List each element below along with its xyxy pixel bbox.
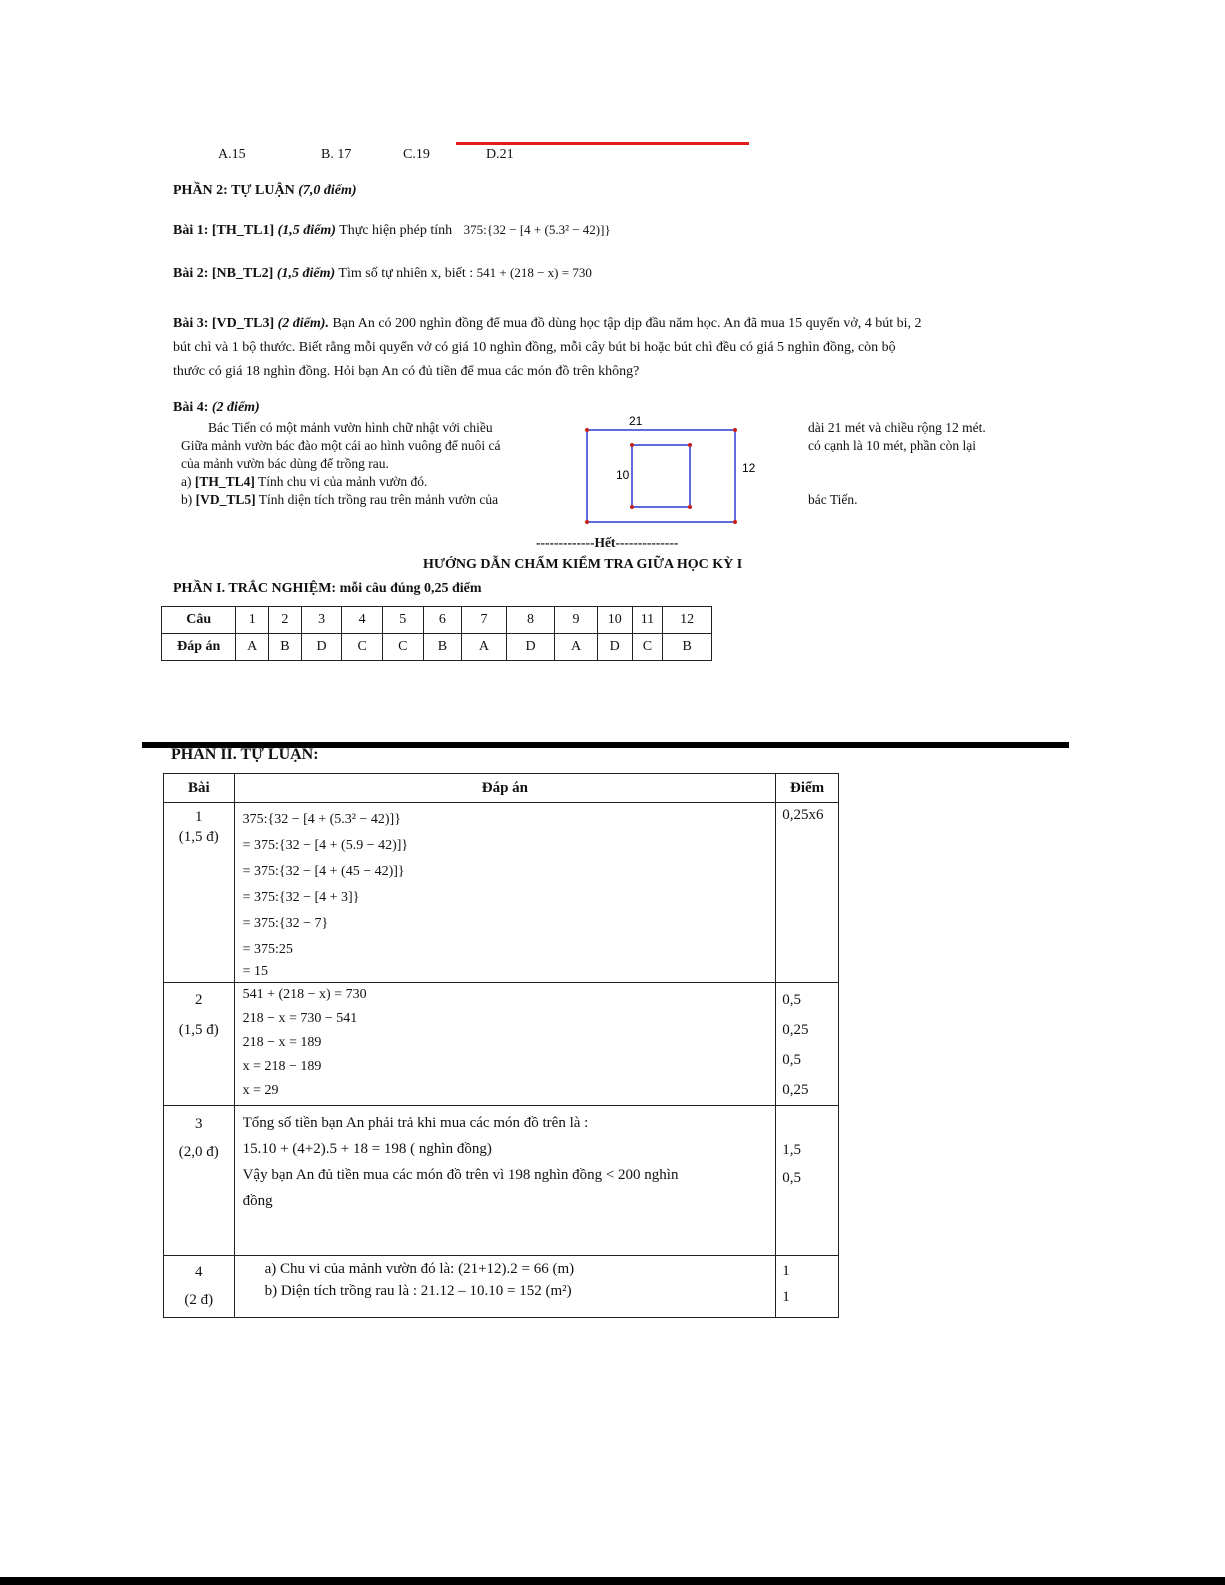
row1-score-cell (776, 803, 839, 983)
answer-cell: D (506, 634, 555, 661)
question-1 (173, 222, 611, 239)
row2-line: 541 + (218 − x) = 730 (242, 987, 367, 1002)
row2-num-cell (164, 983, 235, 1106)
row1-line: 375:{32 − [4 + (5.3² − 42)]} (242, 812, 401, 827)
q3-line3: thước có giá 18 nghìn đồng. Hỏi bạn An có đủ tiền để mua các món đồ trên không? (173, 364, 640, 379)
solution-row-1 (164, 803, 839, 983)
row1-num-cell (164, 803, 235, 983)
row1-num: 1 (195, 809, 203, 825)
row4-line: b) Diện tích trồng rau là : 21.12 – 10.10 = 152 (m²) (264, 1283, 572, 1299)
guide-title: HƯỚNG DẪN CHẤM KIỂM TRA GIỮA HỌC KỲ I (423, 557, 743, 572)
row2-score: 0,25 (782, 1022, 809, 1038)
part1-title: PHẦN I. TRẮC NGHIỆM: mỗi câu đúng 0,25 điểm (173, 581, 482, 596)
q4-heading (173, 400, 260, 416)
q4-a-tag: a) (181, 474, 195, 489)
row2-line: 218 − x = 730 − 541 (242, 1011, 358, 1026)
row2-score: 0,5 (782, 992, 801, 1008)
option-c: C.19 (403, 147, 430, 162)
answer-cell: C (382, 634, 423, 661)
q1-points: (1,5 điểm) (277, 223, 336, 238)
q4-a-code: [TH_TL4] (194, 474, 255, 489)
row3-line: Tổng số tiền bạn An phải trả khi mua các món đồ trên là : (242, 1115, 589, 1131)
solution-row-2 (164, 983, 839, 1106)
option-b: B. 17 (321, 147, 352, 162)
answer-cell: A (236, 634, 269, 661)
q4-b-text: Tính diện tích trồng rau trên mảnh vườn của (255, 492, 499, 507)
row4-score-cell (776, 1256, 839, 1318)
answer-cell: D (597, 634, 632, 661)
solution-header-row (164, 774, 839, 803)
row1-score: 0,25x6 (782, 807, 824, 823)
q4-points: (2 điểm) (211, 400, 260, 415)
q3-line1: Bạn An có 200 nghìn đồng để mua đồ dùng học tập dịp đầu năm học. An đã mua 15 quyển vở, 4 bút bi, 2 (328, 316, 922, 331)
q1-text: Thực hiện phép tính (335, 223, 453, 238)
answer-cell: B (663, 634, 712, 661)
figure-label-12: 12 (742, 461, 756, 475)
header-dap-an: Đáp án (234, 774, 776, 803)
row2-score: 0,25 (782, 1082, 809, 1098)
solution-row-4 (164, 1256, 839, 1318)
question-2 (173, 265, 592, 282)
q-num: 5 (382, 607, 423, 634)
row2-pts: (1,5 đ) (178, 1022, 219, 1038)
garden-figure (570, 405, 770, 535)
answer-cell: A (462, 634, 507, 661)
q2-expression: 541 + (218 − x) = 730 (476, 265, 592, 280)
red-rule (456, 142, 749, 145)
figure-label-10: 10 (616, 468, 630, 482)
q4-a-text: Tính chu vi của mảnh vườn đó. (254, 474, 428, 489)
row4-answer-cell (234, 1256, 776, 1318)
part2-heading (173, 183, 357, 199)
q4-label: Bài 4: (173, 400, 212, 415)
q-num: 11 (632, 607, 663, 634)
row2-line: x = 29 (242, 1083, 279, 1098)
row3-score: 0,5 (782, 1170, 801, 1186)
q-num: 8 (506, 607, 555, 634)
q-num: 12 (663, 607, 712, 634)
row3-num-cell (164, 1106, 235, 1256)
answer-key-answer-row (162, 634, 712, 661)
answer-cell: C (342, 634, 383, 661)
answer-cell: D (301, 634, 342, 661)
q3-line2: bút chì và 1 bộ thước. Biết rằng mỗi quyển vở có giá 10 nghìn đồng, mỗi cây bút bi hoặc bút chì đều có giá 5 nghìn đồng, còn bộ (173, 340, 896, 355)
question-3 (173, 312, 1043, 384)
row1-line: = 375:{32 − [4 + (45 − 42)]} (242, 864, 405, 879)
q4-b-tag: b) (181, 492, 196, 507)
q2-label: Bài 2: [NB_TL2] (173, 266, 277, 281)
row3-line: 15.10 + (4+2).5 + 18 = 198 ( nghìn đồng) (242, 1141, 492, 1157)
row4-num: 4 (195, 1264, 203, 1280)
q-num: 1 (236, 607, 269, 634)
header-diem: Điểm (776, 774, 839, 803)
row3-pts: (2,0 đ) (178, 1144, 219, 1160)
row2-line: 218 − x = 189 (242, 1035, 322, 1050)
answer-key-row1-label: Câu (162, 607, 236, 634)
q4-right-line3: bác Tiến. (808, 492, 858, 507)
q-num: 10 (597, 607, 632, 634)
q-num: 7 (462, 607, 507, 634)
row3-line: đồng (242, 1193, 273, 1209)
part2-label: PHẦN 2: TỰ LUẬN (173, 183, 299, 198)
pond-square (632, 445, 690, 507)
row3-score-cell (776, 1106, 839, 1256)
solution-table (163, 773, 839, 1318)
row4-line: a) Chu vi của mảnh vườn đó là: (21+12).2 = 66 (m) (264, 1261, 575, 1277)
row4-score: 1 (782, 1289, 790, 1305)
bottom-black-bar (0, 1577, 1225, 1585)
row2-line: x = 218 − 189 (242, 1059, 322, 1074)
answer-key-table (161, 606, 712, 661)
q4-b-code: [VD_TL5] (195, 492, 256, 507)
row2-score: 0,5 (782, 1052, 801, 1068)
row1-line: = 375:{32 − 7} (242, 916, 329, 931)
q4-part-b (181, 491, 500, 509)
q4-right-line2: có cạnh là 10 mét, phần còn lại (808, 438, 976, 453)
answer-key-question-row (162, 607, 712, 634)
q-num: 4 (342, 607, 383, 634)
row4-num-cell (164, 1256, 235, 1318)
q1-expression: 375:{32 − [4 + (5.3² − 42)]} (463, 222, 611, 237)
row1-line: = 375:25 (242, 942, 293, 957)
row2-num: 2 (195, 992, 203, 1008)
q4-part-a (181, 473, 500, 491)
q3-points: (2 điểm). (277, 316, 329, 331)
q1-label: Bài 1: [TH_TL1] (173, 223, 278, 238)
q2-text: Tìm số tự nhiên x, biết : (335, 266, 477, 281)
figure-label-21: 21 (629, 414, 643, 428)
q4-right-line1: dài 21 mét và chiều rộng 12 mét. (808, 420, 986, 435)
q4-line3: của mảnh vườn bác dùng để trồng rau. (181, 456, 389, 471)
end-marker: -------------Hết-------------- (536, 535, 679, 550)
row3-num: 3 (195, 1116, 203, 1132)
q4-line1: Bác Tiến có một mảnh vườn hình chữ nhật với chiều (208, 420, 493, 435)
q4-line2: Giữa mảnh vườn bác đào một cái ao hình vuông để nuôi cá (181, 438, 501, 453)
q-num: 3 (301, 607, 342, 634)
row3-line: Vậy bạn An đủ tiền mua các món đồ trên vì 198 nghìn đồng < 200 nghìn (242, 1167, 679, 1183)
row2-answer-cell (234, 983, 776, 1106)
figure-vertices (585, 428, 737, 524)
option-a: A.15 (218, 147, 246, 162)
row1-line: = 375:{32 − [4 + (5.9 − 42)]} (242, 838, 409, 853)
row2-score-cell (776, 983, 839, 1106)
row4-score: 1 (782, 1263, 790, 1279)
row1-answer-cell (234, 803, 776, 983)
header-bai: Bài (164, 774, 235, 803)
part2-guide-title: PHẦN II. TỰ LUẬN: (171, 746, 319, 763)
row1-pts: (1,5 đ) (178, 829, 219, 845)
q4-text-right (808, 419, 986, 509)
q-num: 9 (555, 607, 598, 634)
row4-pts: (2 đ) (184, 1292, 214, 1308)
q-num: 6 (423, 607, 462, 634)
row1-line: = 15 (242, 964, 268, 979)
answer-cell: A (555, 634, 598, 661)
q3-label: Bài 3: [VD_TL3] (173, 316, 278, 331)
option-d: D.21 (486, 147, 514, 162)
row3-score: 1,5 (782, 1142, 801, 1158)
row1-line: = 375:{32 − [4 + 3]} (242, 890, 360, 905)
q-num: 2 (269, 607, 302, 634)
q2-points: (1,5 điểm) (276, 266, 336, 281)
answer-key-row2-label: Đáp án (162, 634, 236, 661)
solution-row-3 (164, 1106, 839, 1256)
answer-cell: B (269, 634, 302, 661)
q4-text-left (181, 419, 500, 509)
answer-cell: C (632, 634, 663, 661)
part2-points: (7,0 điểm) (298, 183, 357, 198)
garden-rectangle (587, 430, 735, 522)
answer-cell: B (423, 634, 462, 661)
row3-answer-cell (234, 1106, 776, 1256)
